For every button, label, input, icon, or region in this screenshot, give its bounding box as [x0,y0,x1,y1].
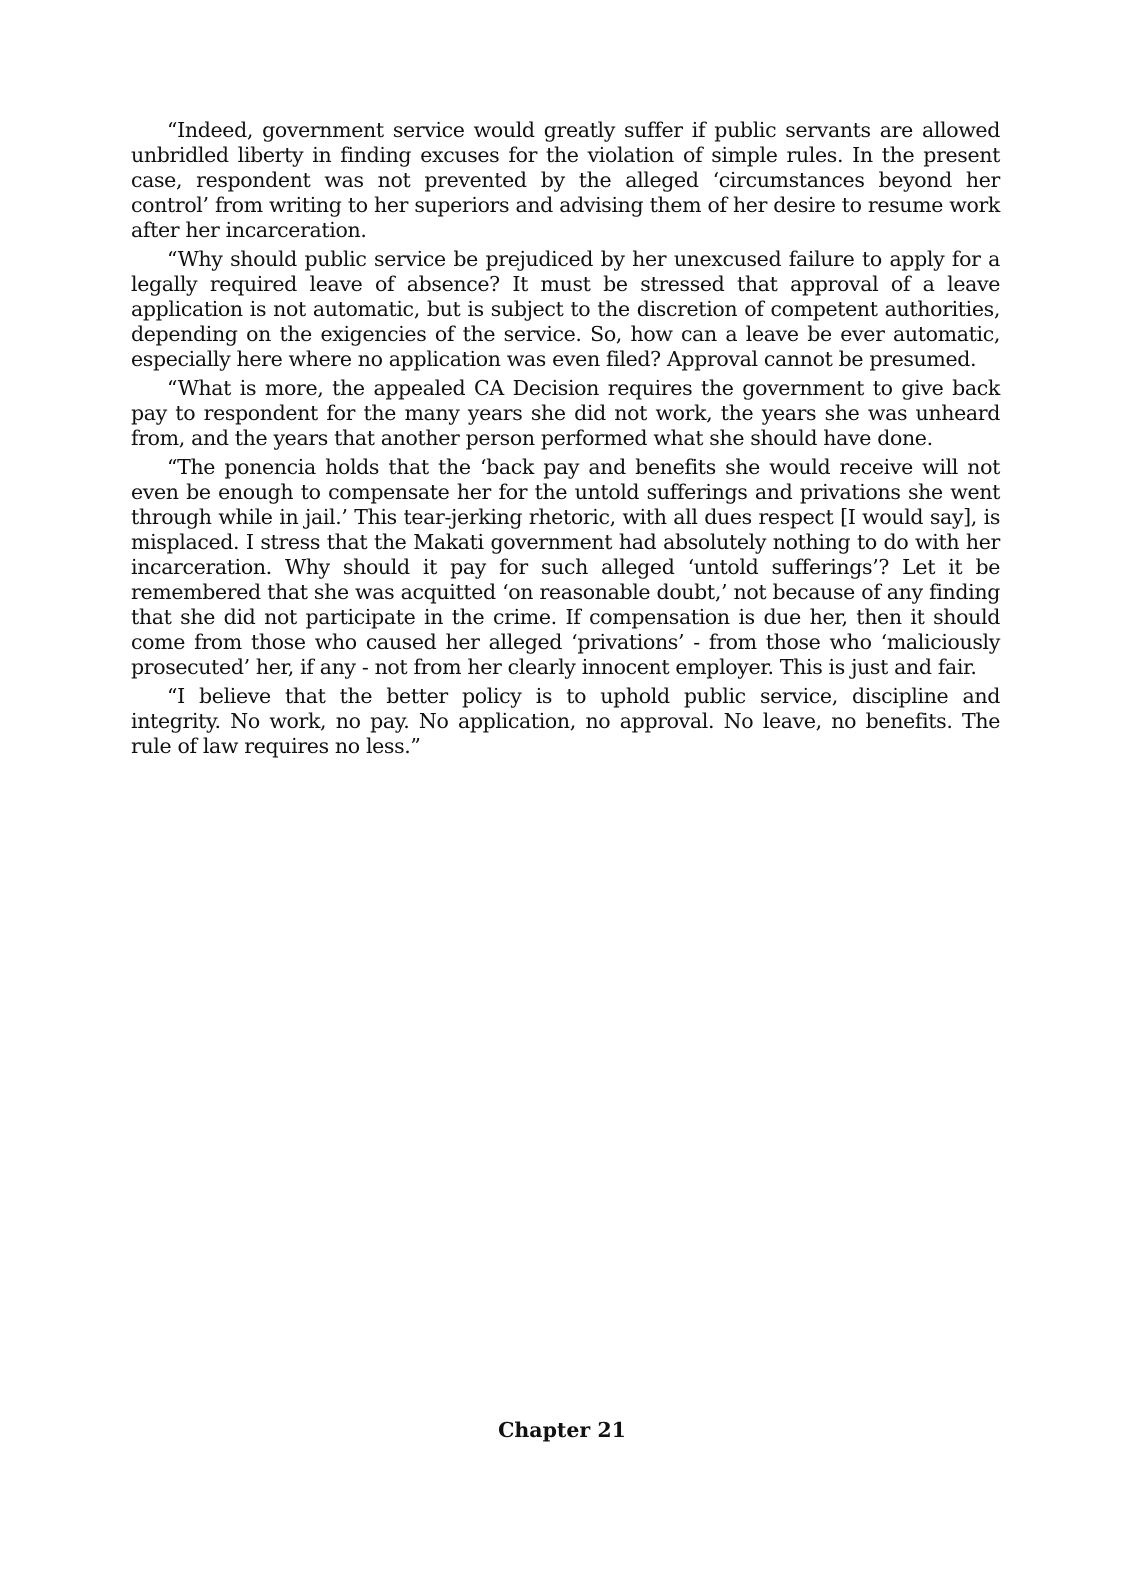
paragraph-4: “The ponencia holds that the ‘back pay and benefits she would receive will not even be enough to compensate her for the untold sufferings and privations she went through while in jail.’ This tear-jerking rhetoric, with all dues respect [I would say], is misplaced. I stress that the Makati government had absolutely nothing to do with her incarceration. Why should it pay for such alleged ‘untold sufferings’? Let it be remembered that she was acquitted ‘on reasonable doubt,’ not because of any finding that she did not participate in the crime. If compensation is due her, then it should come from those who caused her alleged ‘privations’ - from those who ‘maliciously prosecuted’ her, if any - not from her clearly innocent employer. This is just and fair. [131,455,1000,679]
chapter-heading: Chapter 21 [498,1418,626,1442]
paragraph-1: “Indeed, government service would greatly suffer if public servants are allowed unbridled liberty in finding excuses for the violation of simple rules. In the present case, respondent was not prevented by the alleged ‘circumstances beyond her control’ from writing to her superiors and advising them of her desire to resume work after her incarceration. [131,118,1000,242]
paragraph-5: “I believe that the better policy is to uphold public service, discipline and integrity. No work, no pay. No application, no approval. No leave, no benefits. The rule of law requires no less.” [131,684,1000,758]
paragraph-2: “Why should public service be prejudiced by her unexcused failure to apply for a legally required leave of absence? It must be stressed that approval of a leave application is not automatic, but is subject to the discretion of competent authorities, depending on the exigencies of the service. So, how can a leave be ever automatic, especially here where no application was even filed? Approval cannot be presumed. [131,247,1000,371]
body-text [131,118,1000,763]
paragraph-3: “What is more, the appealed CA Decision requires the government to give back pay to respondent for the many years she did not work, the years she was unheard from, and the years that another person performed what she should have done. [131,376,1000,450]
